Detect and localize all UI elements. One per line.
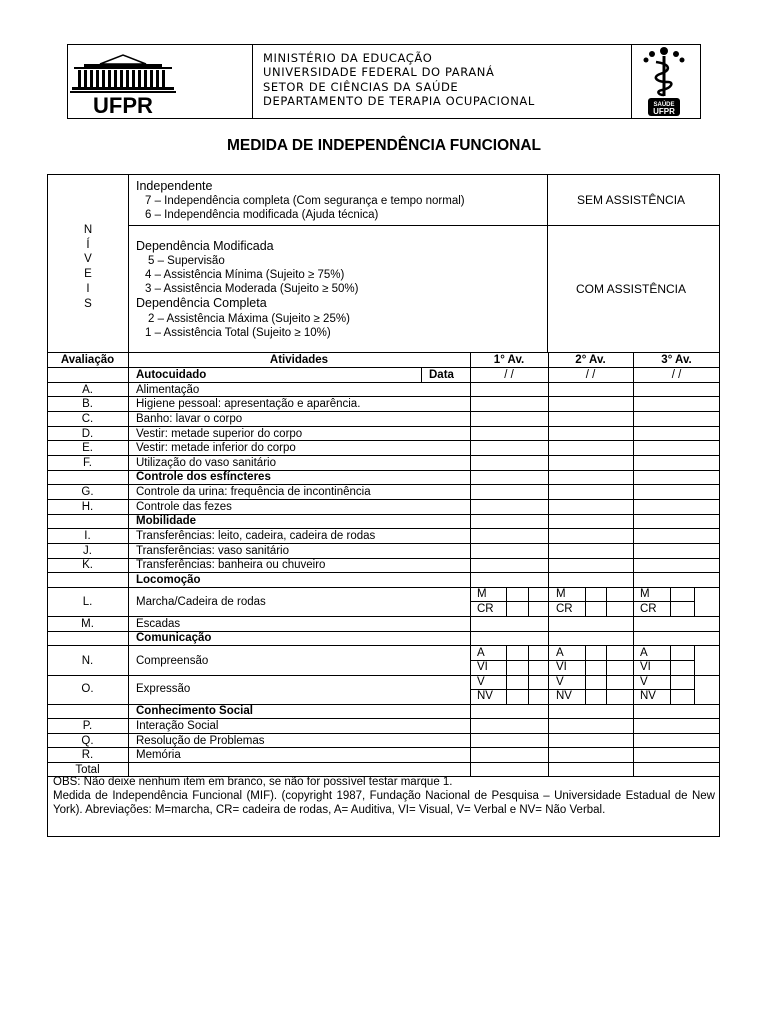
section-locomocao: Locomoção	[136, 574, 201, 586]
sub-label: A	[477, 647, 485, 659]
row-letter: N.	[81, 655, 94, 667]
row-letter: R.	[81, 749, 94, 761]
ufpr-building-logo	[70, 52, 176, 114]
level-divider	[128, 225, 720, 226]
sub-label: V	[556, 676, 564, 688]
level-1: 1 – Assistência Total (Sujeito ≥ 10%)	[145, 327, 331, 339]
footnote-text: Medida de Independência Funcional (MIF). (copyright 1987, Fundação Nacional de Pesquisa – Universidade Estadual de New York). Abreviações: M=marcha, CR= cadeira de rodas, A= Auditiva, VI= Visual, V= Verbal e NV= Não Verbal.	[53, 789, 715, 816]
sub-divider	[506, 645, 507, 704]
sub-label: VI	[556, 661, 567, 673]
row-activity: Transferências: vaso sanitário	[136, 545, 289, 557]
section-autocuidado: Autocuidado	[136, 369, 207, 381]
sub-label: VI	[640, 661, 651, 673]
sub-line	[470, 660, 695, 661]
sub-divider	[585, 645, 586, 704]
section-esfincteres: Controle dos esfíncteres	[136, 471, 271, 483]
saude-badge-text: SAÚDE	[653, 102, 675, 108]
col-divider-av2	[548, 352, 549, 776]
section-mobilidade: Mobilidade	[136, 515, 197, 527]
dependencia-completa-heading: Dependência Completa	[136, 296, 267, 310]
sub-label: M	[640, 588, 650, 600]
sub-label: NV	[477, 690, 493, 702]
row-activity: Controle das fezes	[136, 501, 232, 513]
col-divider-av1	[470, 352, 471, 776]
row-letter: E.	[82, 442, 93, 454]
data-divider	[421, 367, 422, 382]
row-line	[47, 645, 720, 646]
ufpr-badge-text: UFPR	[653, 107, 675, 116]
obs-text: OBS: Não deixe nenhum item em branco, se não for possível testar marque 1.	[53, 776, 453, 788]
caduceus-saude-logo	[634, 46, 694, 116]
com-assistencia: COM ASSISTÊNCIA	[576, 282, 687, 296]
sub-divider	[506, 587, 507, 616]
header-av3: 3° Av.	[661, 354, 692, 366]
sub-divider	[670, 645, 671, 704]
level-2: 2 – Assistência Máxima (Sujeito ≥ 25%)	[148, 313, 350, 325]
level-7: 7 – Independência completa (Com segurança e tempo normal)	[145, 195, 465, 207]
section-comunicacao: Comunicação	[136, 632, 212, 644]
sub-divider	[694, 645, 695, 704]
sub-label: CR	[640, 603, 657, 615]
sub-divider	[670, 587, 671, 616]
sub-line	[470, 689, 695, 690]
niveis-divider	[128, 174, 129, 352]
row-activity: Compreensão	[136, 655, 209, 667]
institution-lines	[263, 51, 535, 108]
date-av2[interactable]: / /	[585, 369, 596, 381]
section-conhecimento-social: Conhecimento Social	[136, 705, 253, 717]
sub-label: V	[477, 676, 485, 688]
date-av1[interactable]: / /	[504, 369, 514, 381]
row-activity: Memória	[136, 749, 181, 761]
niveis-label: N Í V E I S	[83, 224, 93, 310]
sub-divider	[585, 587, 586, 616]
row-letter: B.	[82, 398, 93, 410]
sub-label: M	[556, 588, 566, 600]
sub-divider	[606, 645, 607, 704]
data-label: Data	[429, 369, 454, 381]
row-letter: P.	[82, 720, 93, 732]
sub-label: M	[477, 588, 487, 600]
row-letter: L.	[82, 596, 93, 608]
row-line	[47, 587, 720, 588]
row-activity: Alimentação	[136, 384, 200, 396]
col-divider-activity	[128, 352, 129, 776]
row-line	[47, 762, 720, 763]
level-4: 4 – Assistência Mínima (Sujeito ≥ 75%)	[145, 269, 345, 281]
sem-assistencia: SEM ASSISTÊNCIA	[577, 193, 686, 207]
row-letter: C.	[81, 413, 94, 425]
sub-label: VI	[477, 661, 488, 673]
row-letter: Q.	[81, 735, 94, 747]
header-line: UNIVERSIDADE FEDERAL DO PARANÁ	[263, 65, 495, 80]
sub-label: CR	[477, 603, 494, 615]
row-activity: Banho: lavar o corpo	[136, 413, 243, 425]
row-activity: Utilização do vaso sanitário	[136, 457, 276, 469]
level-6: 6 – Independência modificada (Ajuda técnica)	[145, 209, 379, 221]
row-letter: J.	[83, 545, 92, 557]
sub-label: A	[556, 647, 564, 659]
ufpr-logo-text: UFPR	[93, 93, 153, 114]
dependencia-modificada-heading: Dependência Modificada	[136, 239, 274, 253]
sub-label: V	[640, 676, 648, 688]
row-activity: Interação Social	[136, 720, 219, 732]
row-activity: Resolução de Problemas	[136, 735, 265, 747]
row-activity: Vestir: metade inferior do corpo	[136, 442, 296, 454]
document-title: MEDIDA DE INDEPENDÊNCIA FUNCIONAL	[226, 137, 542, 154]
sub-label: NV	[556, 690, 572, 702]
row-activity: Controle da urina: frequência de incontinência	[136, 486, 371, 498]
assist-divider	[547, 174, 548, 352]
level-3: 3 – Assistência Moderada (Sujeito ≥ 50%)	[145, 283, 359, 295]
sub-divider	[606, 587, 607, 616]
sub-label: CR	[556, 603, 573, 615]
header-atividades: Atividades	[269, 354, 329, 366]
row-letter: F.	[83, 457, 92, 469]
row-letter: M.	[81, 618, 94, 630]
header-line: SETOR DE CIÊNCIAS DA SAÚDE	[263, 79, 459, 94]
sub-divider	[528, 587, 529, 616]
row-activity: Higiene pessoal: apresentação e aparência.	[136, 398, 361, 410]
header-av1: 1° Av.	[493, 354, 525, 366]
row-activity: Expressão	[136, 683, 191, 695]
row-activity: Vestir: metade superior do corpo	[136, 428, 303, 440]
header-avaliacao: Avaliação	[60, 354, 115, 366]
sub-divider	[694, 587, 695, 616]
header-divider-right	[631, 44, 632, 119]
date-av3[interactable]: / /	[671, 369, 682, 381]
row-letter: A.	[82, 384, 93, 396]
independente-heading: Independente	[136, 179, 213, 193]
total-label: Total	[75, 764, 100, 776]
row-letter: I.	[84, 530, 91, 542]
row-letter: G.	[81, 486, 94, 498]
notes	[53, 776, 715, 817]
row-letter: K.	[82, 559, 93, 571]
sub-label: NV	[640, 690, 656, 702]
row-line	[47, 675, 720, 676]
header-line: MINISTÉRIO DA EDUCAÇÃO	[263, 51, 433, 65]
sub-divider	[528, 645, 529, 704]
sub-line	[470, 601, 695, 602]
row-activity: Marcha/Cadeira de rodas	[136, 596, 266, 608]
row-letter: H.	[81, 501, 94, 513]
row-letter: D.	[81, 428, 94, 440]
row-activity: Transferências: banheira ou chuveiro	[136, 559, 326, 571]
header-divider-left	[252, 44, 253, 119]
row-activity: Escadas	[136, 618, 181, 630]
header-av2: 2° Av.	[575, 354, 606, 366]
row-activity: Transferências: leito, cadeira, cadeira de rodas	[136, 530, 376, 542]
level-5: 5 – Supervisão	[148, 255, 225, 267]
row-letter: O.	[81, 683, 94, 695]
header-line: DEPARTAMENTO DE TERAPIA OCUPACIONAL	[263, 93, 535, 108]
sub-label: A	[640, 647, 648, 659]
col-divider-av3	[633, 352, 634, 776]
